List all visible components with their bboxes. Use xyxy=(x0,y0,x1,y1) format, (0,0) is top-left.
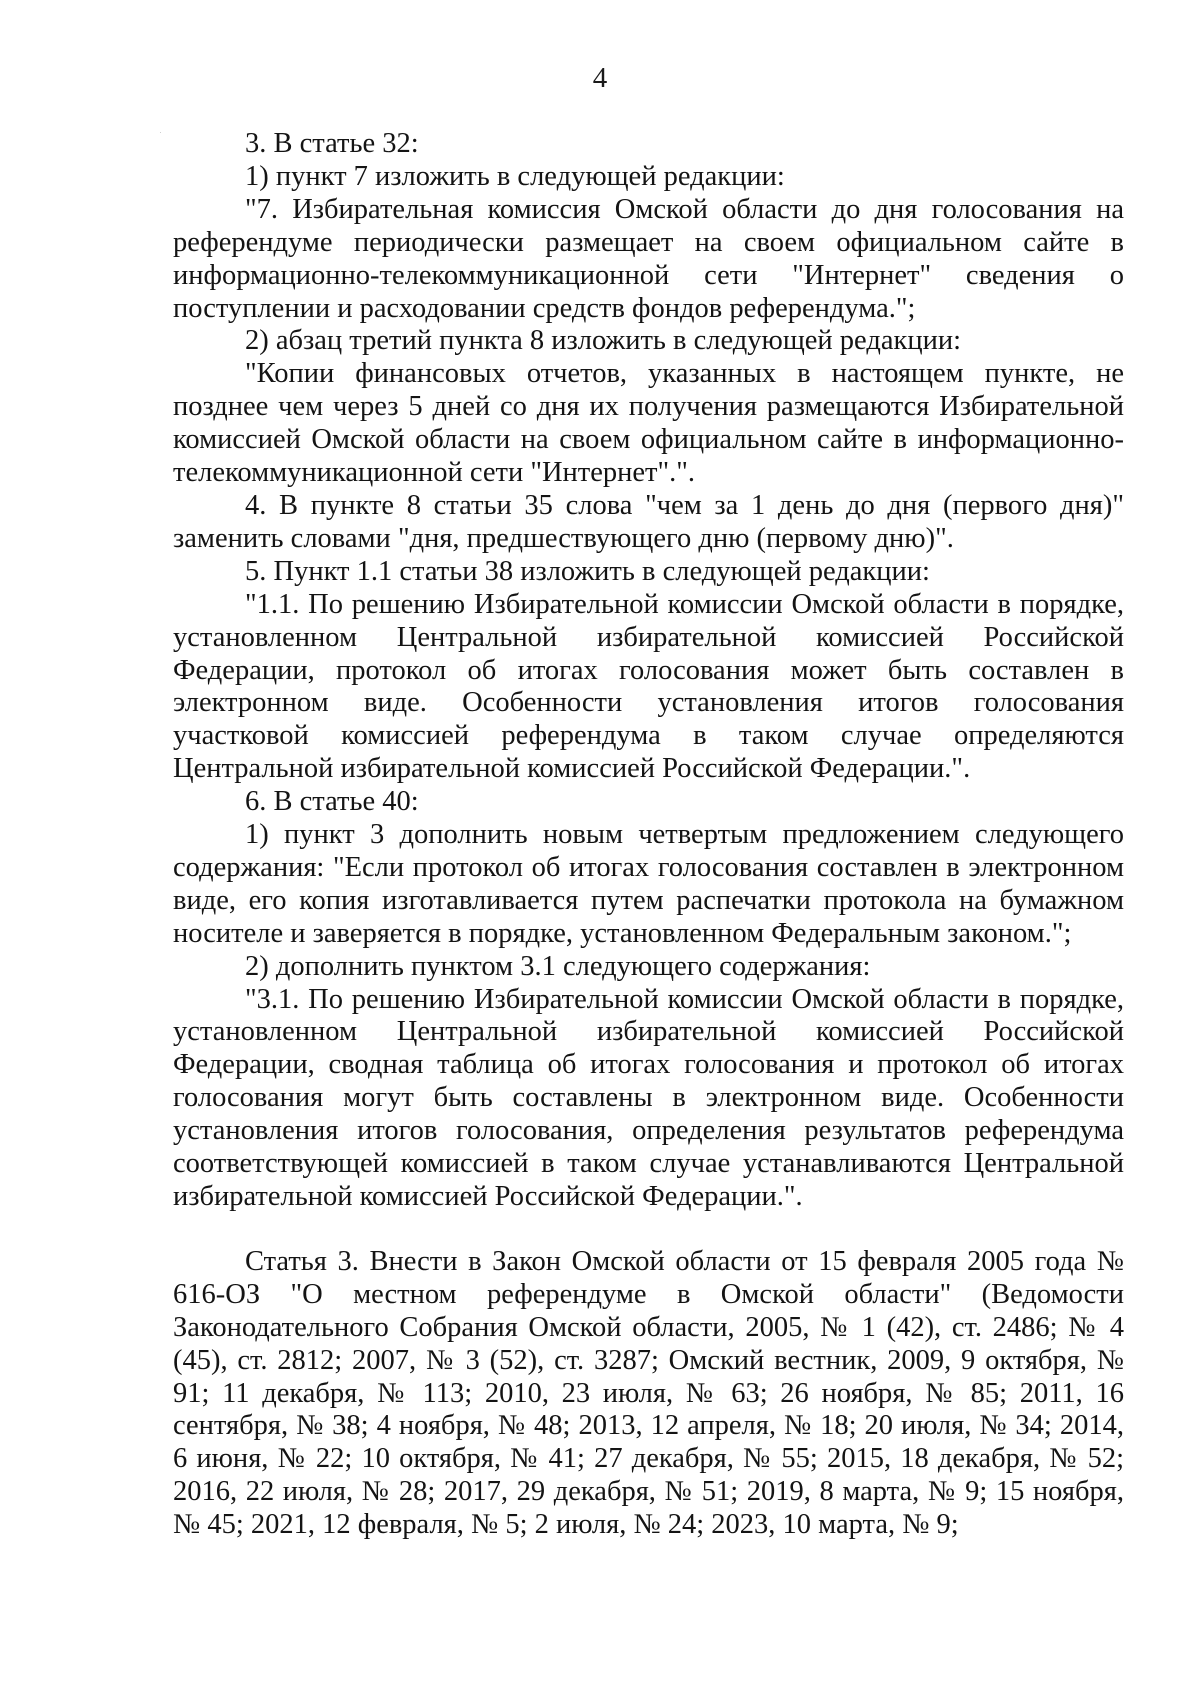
paragraph-article35-amendment: 4. В пункте 8 статьи 35 слова "чем за 1 день до дня (первого дня)" заменить словами "дня, предшествующего дню (первому дню)". xyxy=(173,489,1124,554)
document-body xyxy=(173,128,1124,1542)
paragraph-item1-1-text: "1.1. По решению Избирательной комиссии Омской области в порядке, установленном Центральной избирательной комиссией Российской Федерации, протокол об итогах голосования может быть составлен в электронном виде. Особенности установления итогов голосования участковой комиссией референдума в таком случае определяются Центральной избирательной комиссией Российской Федерации.". xyxy=(173,588,1124,785)
paragraph-item2-intro: 2) абзац третий пункта 8 изложить в следующей редакции: xyxy=(245,325,961,357)
paragraph-reports-text: "Копии финансовых отчетов, указанных в настоящем пункте, не позднее чем через 5 дней со дня их получения размещаются Избирательной комиссией Омской области на своем официальном сайте в информационно-телекоммуникационной сети "Интернет".". xyxy=(173,358,1124,489)
paragraph-article32-heading: 3. В статье 32: xyxy=(245,128,419,159)
scan-mark xyxy=(160,132,161,133)
paragraph-item3-1-intro: 2) дополнить пунктом 3.1 следующего содержания: xyxy=(245,950,871,982)
paragraph-item3-amendment: 1) пункт 3 дополнить новым четвертым предложением следующего содержания: "Если протокол об итогах голосования составлен в электронном виде, его копия изготавливается путем распечатки протокола на бумажном носителе и заверяется в порядке, установленном Федеральным законом."; xyxy=(173,819,1124,949)
paragraph-article38-intro: 5. Пункт 1.1 статьи 38 изложить в следующей редакции: xyxy=(245,555,930,587)
paragraph-item3-1-text: "3.1. По решению Избирательной комиссии Омской области в порядке, установленном Центральной избирательной комиссией Российской Федерации, сводная таблица об итогах голосования и протокол об итогах голосования могут быть составлены в электронном виде. Особенности установления итогов голосования, определения результатов референдума соответствующей комиссией в таком случае устанавливаются Центральной избирательной комиссией Российской Федерации.". xyxy=(173,983,1124,1212)
page-number: 4 xyxy=(592,62,608,94)
paragraph-item1-intro: 1) пункт 7 изложить в следующей редакции: xyxy=(245,160,785,192)
paragraph-item7-text: "7. Избирательная комиссия Омской области до дня голосования на референдуме периодически размещает на своем официальном сайте в информационно-телекоммуникационной сети "Интернет" сведения о поступлении и расходовании средств фондов референдума."; xyxy=(173,193,1124,324)
paragraph-article40-heading: 6. В статье 40: xyxy=(245,786,419,818)
paragraph-article3: Статья 3. Внести в Закон Омской области от 15 февраля 2005 года № 616-ОЗ "О местном референдуме в Омской области" (Ведомости Законодательного Собрания Омской области, 2005, № 1 (42), ст. 2486; № 4 (45), ст. 2812; 2007, № 3 (52), ст. 3287; Омский вестник, 2009, 9 октября, № 91; 11 декабря, № 113; 2010, 23 июля, № 63; 26 ноября, № 85; 2011, 16 сентября, № 38; 4 ноября, № 48; 2013, 12 апреля, № 18; 20 июля, № 34; 2014, 6 июня, № 22; 10 октября, № 41; 27 декабря, № 55; 2015, 18 декабря, № 52; 2016, 22 июля, № 28; 2017, 29 декабря, № 51; 2019, 8 марта, № 9; 15 ноября, № 45; 2021, 12 февраля, № 5; 2 июля, № 24; 2023, 10 марта, № 9; xyxy=(173,1245,1124,1541)
